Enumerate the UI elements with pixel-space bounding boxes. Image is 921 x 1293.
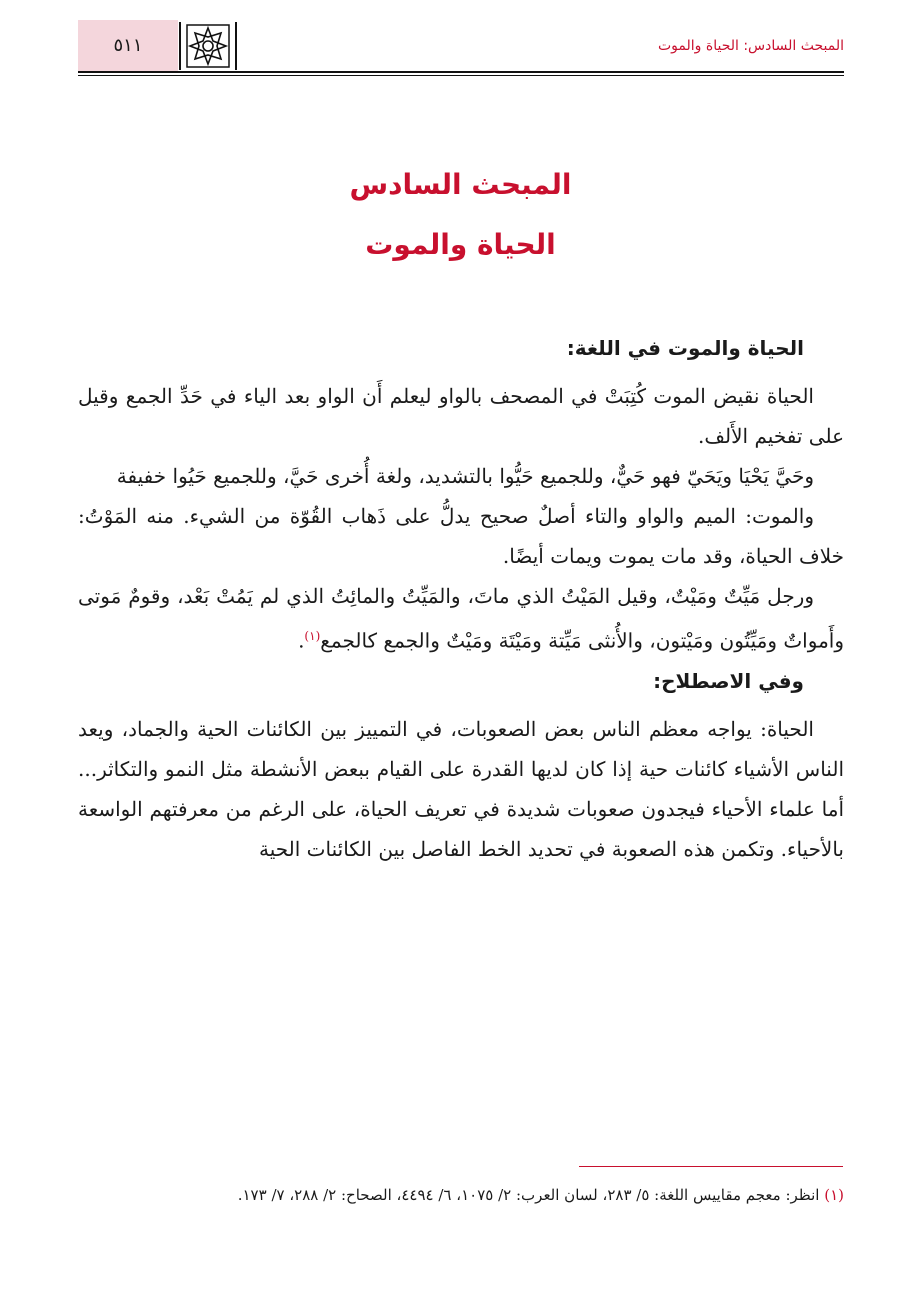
section-heading-language: الحياة والموت في اللغة: — [566, 336, 804, 360]
header-divider-thin — [78, 75, 844, 76]
chapter-title: المبحث السادس — [349, 168, 572, 201]
paragraph: الحياة: يواجه معظم الناس بعض الصعوبات، في التمييز بين الكائنات الحية والجماد، ويعد الناس الأشياء كائنات حية إذا كان لديها القدرة على القيام ببعض الأنشطة مثل النمو والتكاثر... أما علماء الأحياء فيجدون صعوبات شديدة في تعريف الحياة، على الرغم من معرفتهم الواسعة بالأحياء. وتكمن هذه الصعوبة في تحديد الخط الفاصل بين الكائنات الحية — [78, 716, 844, 861]
geometric-star-ornament-icon — [179, 22, 237, 70]
footnote-text: انظر: معجم مقاييس اللغة: ٥/ ٢٨٣، لسان العرب: ٢/ ١٠٧٥، ٦/ ٤٤٩٤، الصحاح: ٢/ ٢٨٨، ٧/ ١٧٣. — [237, 1186, 820, 1204]
paragraph: والموت: الميم والواو والتاء أصلٌ صحيح يدلُّ على ذَهاب القُوّة من الشيء. منه المَوْتُ: خلاف الحياة، وقد مات يموت ويمات أيضًا. — [78, 504, 844, 568]
page-number: ٥١١ — [78, 20, 178, 71]
paragraph-end: . — [298, 628, 305, 653]
footnote-mark: (١) — [824, 1186, 844, 1204]
header-divider — [78, 71, 844, 73]
page-header — [78, 20, 844, 72]
chapter-subtitle: الحياة والموت — [365, 228, 556, 261]
footnote — [78, 1182, 844, 1208]
footnote-divider — [579, 1166, 843, 1167]
paragraph: وحَيَّ يَحْيَا ويَحَيّ فهو حَيٌّ، وللجميع حَيُّوا بالتشديد، ولغة أُخرى حَيَّ، وللجميع حَيُوا خفيفة — [116, 464, 814, 488]
paragraph-text: ورجل مَيِّتٌ ومَيْتٌ، وقيل المَيْتُ الذي ماتَ، والمَيِّتُ والمائِتُ الذي لم يَمُتْ بَعْد، وقومٌ مَوتى وأَمواتٌ ومَيِّتُون ومَيْتون، والأُنثى مَيِّتة ومَيْتَة ومَيْتٌ والجمع كالجمع — [78, 584, 844, 653]
paragraph: الحياة نقيض الموت كُتِبَتْ في المصحف بالواو ليعلم أَن الواو بعد الياء في حَدِّ الجمع وقيل على تفخيم الأَلف. — [78, 384, 844, 448]
section-heading-terminology: وفي الاصطلاح: — [653, 668, 804, 693]
running-title: المبحث السادس: الحياة والموت — [658, 38, 844, 54]
footnote-reference[interactable]: (١) — [304, 629, 321, 643]
main-text — [78, 328, 844, 869]
paragraph — [78, 576, 844, 661]
